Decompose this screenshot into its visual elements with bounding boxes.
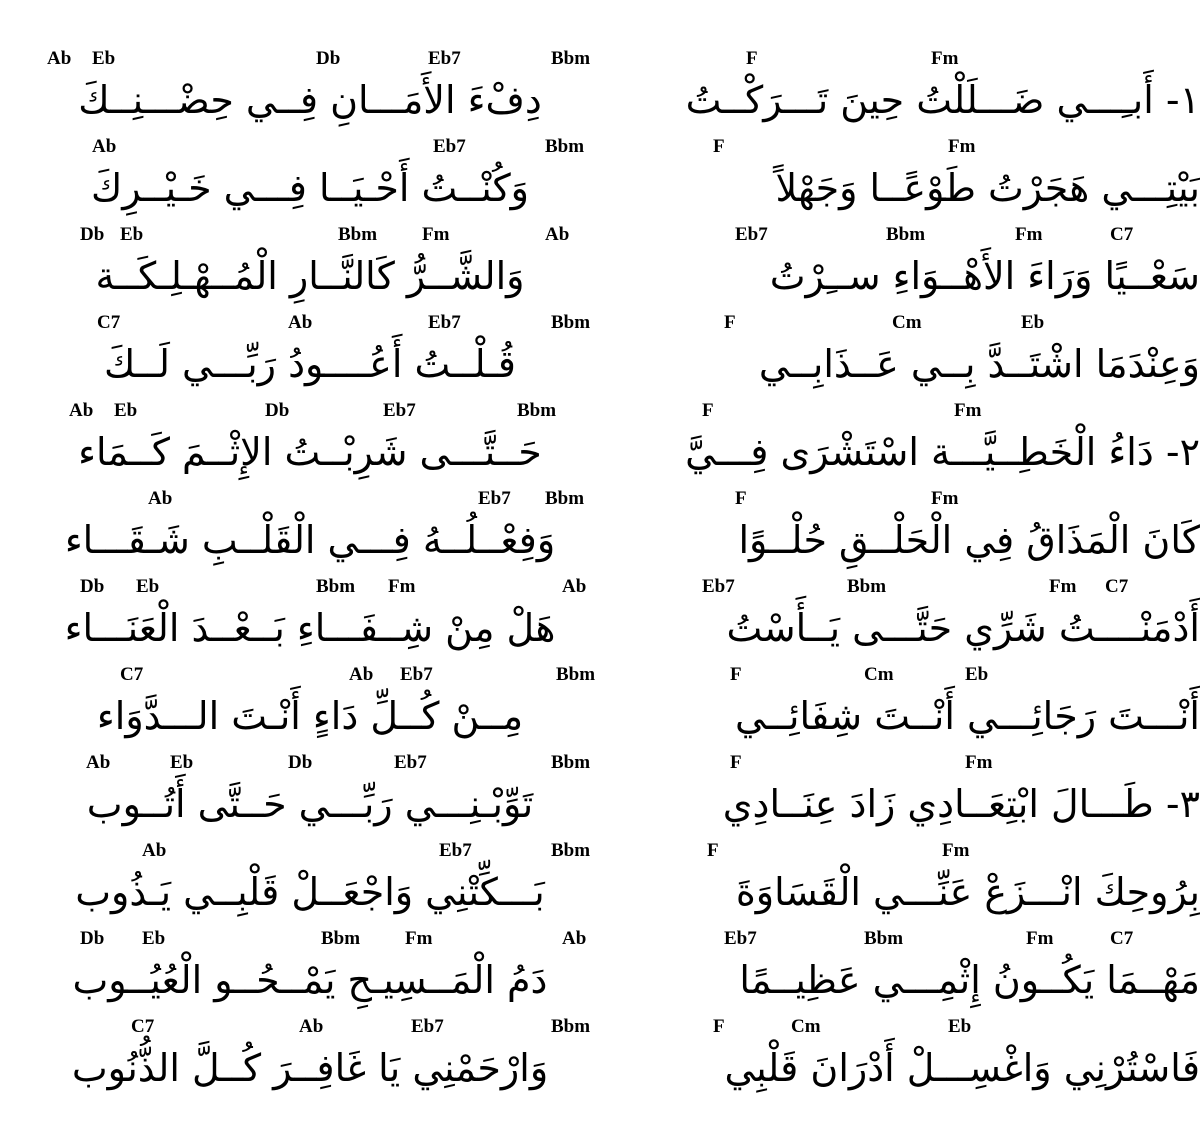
chord-label: Eb7: [394, 752, 427, 773]
lyric-line: [30, 312, 590, 400]
chord-label: Bbm: [864, 928, 904, 949]
chord-label: Eb: [92, 48, 116, 69]
chord-label: Eb: [142, 928, 166, 949]
lyric-line: [640, 224, 1200, 312]
chord-label: Eb: [114, 400, 138, 421]
left-column-verses: [30, 48, 596, 1104]
chord-label: Eb7: [724, 928, 757, 949]
chord-label: Ab: [349, 664, 374, 685]
chord-label: Ab: [562, 928, 587, 949]
lyric-text: دَمُ الْمَــسِيـحِ يَمْــحُــو الْعُيُــوب: [72, 958, 548, 1002]
lyric-line: [30, 1016, 590, 1104]
chord-label: Fm: [1026, 928, 1054, 949]
chord-label: C7: [1105, 576, 1129, 597]
lyric-text: تَوِّبْـنِـــي رَبِّـــي حَــتَّى أَتُــوب: [86, 782, 534, 826]
lyric-text: ٣- طَـــالَ ابْتِعَــادِي زَادَ عِنَــادِي: [722, 782, 1200, 826]
chord-label: Ab: [288, 312, 313, 333]
lyric-text: ٢- دَاءُ الْخَطِــيَّـــة اسْتَشْرَى فِـــيَّ: [685, 430, 1200, 474]
chord-label: Eb7: [400, 664, 433, 685]
lyric-line: [640, 752, 1200, 840]
chord-label: Eb: [965, 664, 989, 685]
lyric-text: فَاسْتُرْنِي وَاغْسِـــلْ أَدْرَانَ قَلْبِي: [724, 1046, 1200, 1090]
chord-label: Fm: [965, 752, 993, 773]
chord-label: Ab: [47, 48, 72, 69]
chord-label: C7: [120, 664, 144, 685]
chord-label: Db: [288, 752, 313, 773]
lyric-line: [640, 488, 1200, 576]
chord-label: Fm: [931, 488, 959, 509]
lyric-line: [640, 576, 1200, 664]
chord-label: F: [746, 48, 758, 69]
lyric-line: [30, 752, 590, 840]
chord-label: Ab: [142, 840, 167, 861]
lyric-text: بَـــكِّتْنِي وَاجْعَــلْ قَلْبِــي يَـذُوب: [75, 870, 545, 914]
chord-label: Eb7: [735, 224, 768, 245]
chord-label: Db: [316, 48, 341, 69]
chord-label: F: [702, 400, 714, 421]
chord-label: Fm: [1015, 224, 1043, 245]
chord-label: C7: [1110, 224, 1134, 245]
lyric-line: [30, 664, 596, 752]
lyric-line: [640, 136, 1200, 224]
lyric-text: ١- أَبـِـــي ضَـــلَلْتُ حِينَ تَـــرَكْــتُ: [685, 78, 1200, 122]
chord-label: Eb: [948, 1016, 972, 1037]
chord-label: Fm: [931, 48, 959, 69]
chord-label: Eb7: [411, 1016, 444, 1037]
chord-label: Fm: [405, 928, 433, 949]
chord-label: Db: [80, 224, 105, 245]
lyric-line: [640, 48, 1200, 136]
chord-label: Eb: [170, 752, 194, 773]
chord-label: F: [713, 136, 725, 157]
chord-label: Bbm: [517, 400, 557, 421]
lyric-text: مِــنْ كُــلِّ دَاءٍ أَنْـتَ الـــدَّوَاء: [96, 694, 524, 738]
lyric-line: [640, 928, 1200, 1016]
lyric-line: [30, 488, 590, 576]
chord-label: Ab: [86, 752, 111, 773]
chord-label: Eb7: [478, 488, 511, 509]
chord-label: Fm: [948, 136, 976, 157]
chord-label: Bbm: [886, 224, 926, 245]
lyric-line: [640, 840, 1200, 928]
chord-label: Fm: [422, 224, 450, 245]
lyric-line: [30, 576, 590, 664]
chord-label: Cm: [791, 1016, 821, 1037]
chord-label: F: [724, 312, 736, 333]
chord-label: F: [713, 1016, 725, 1037]
chord-label: Bbm: [545, 136, 585, 157]
chord-label: F: [735, 488, 747, 509]
lyric-line: [30, 136, 590, 224]
chord-label: Bbm: [316, 576, 356, 597]
chord-label: Bbm: [321, 928, 361, 949]
lyric-text: وَارْحَمْنِي يَا غَافِــرَ كُــلَّ الذُّنُوب: [71, 1046, 549, 1090]
lyric-text: دِفْءَ الأَمَـــانِ فِــي حِضْـــنِــكَ: [78, 78, 542, 122]
chord-label: Eb: [136, 576, 160, 597]
lyric-line: [30, 928, 590, 1016]
chord-label: F: [730, 664, 742, 685]
chord-label: Bbm: [556, 664, 596, 685]
lyric-text: بَيْتِـــي هَجَرْتُ طَوْعًــا وَجَهْلاً: [775, 166, 1200, 210]
chord-label: Fm: [954, 400, 982, 421]
lyric-text: سَعْــيًا وَرَاءَ الأَهْــوَاءِ ســِرْتُ: [769, 254, 1200, 298]
chord-label: Ab: [148, 488, 173, 509]
lyric-line: [30, 48, 590, 136]
lyric-text: وَالشَّــرُّ كَالنَّــارِ الْمُــهْـلِـكَــة: [95, 254, 525, 298]
lyric-text: حَــتَّـــى شَرِبْــتُ الإِثْــمَ كَــمَاء: [78, 430, 542, 474]
lyric-text: وَكُنْــتُ أَحْـيَــا فِـــي خَـيْــرِكَ: [90, 166, 530, 210]
chord-label: Fm: [1049, 576, 1077, 597]
lyric-text: مَهْــمَا يَكُــونُ إِثْمِـــي عَظِيــمًا: [739, 958, 1200, 1002]
chord-label: Bbm: [551, 752, 591, 773]
lyric-text: وَعِنْدَمَا اشْتَــدَّ بِــي عَــذَابِــي: [758, 342, 1200, 386]
lyric-text: هَلْ مِنْ شِــفَـــاءِ بَــعْــدَ الْعَنَـــاء: [64, 606, 556, 650]
lyric-text: أَدْمَنْــــتُ شَرِّي حَتَّـــى يَــأَسْتُ: [726, 606, 1200, 650]
chord-label: Cm: [864, 664, 894, 685]
chord-label: Bbm: [551, 1016, 591, 1037]
chord-label: Eb7: [439, 840, 472, 861]
chord-label: Eb7: [428, 312, 461, 333]
chord-label: Bbm: [551, 840, 591, 861]
chord-label: Eb: [120, 224, 144, 245]
chord-label: Bbm: [847, 576, 887, 597]
lyric-text: أَنْـــتَ رَجَائِـــي أَنْــتَ شِفَائِــي: [734, 694, 1200, 738]
chord-label: Bbm: [338, 224, 378, 245]
lyric-text: بِرُوحِكَ انْـــزَعْ عَنِّـــي الْقَسَاوَةَ: [735, 870, 1200, 914]
chord-label: C7: [131, 1016, 155, 1037]
right-column-verses: [640, 48, 1200, 1104]
lyric-line: [30, 400, 590, 488]
chord-label: Fm: [388, 576, 416, 597]
chord-label: Ab: [562, 576, 587, 597]
chord-label: C7: [1110, 928, 1134, 949]
chord-label: Bbm: [545, 488, 585, 509]
chord-label: Bbm: [551, 48, 591, 69]
lyric-line: [640, 664, 1200, 752]
chord-label: C7: [97, 312, 121, 333]
chord-label: Fm: [942, 840, 970, 861]
chord-label: Eb: [1021, 312, 1045, 333]
chord-label: F: [730, 752, 742, 773]
chord-label: F: [707, 840, 719, 861]
lyric-line: [30, 840, 590, 928]
chord-label: Ab: [69, 400, 94, 421]
chord-label: Bbm: [551, 312, 591, 333]
lyric-text: كَانَ الْمَذَاقُ فِي الْحَلْــقِ حُلْــوًا: [738, 518, 1200, 562]
chord-label: Ab: [92, 136, 117, 157]
chord-label: Db: [80, 576, 105, 597]
chord-label: Db: [80, 928, 105, 949]
chord-label: Eb7: [702, 576, 735, 597]
chord-label: Db: [265, 400, 290, 421]
chord-label: Eb7: [383, 400, 416, 421]
lyric-line: [30, 224, 590, 312]
chord-label: Ab: [545, 224, 570, 245]
lyric-text: قُـلْــتُ أَعُــــودُ رَبِّـــي لَــكَ: [104, 342, 516, 386]
lyric-line: [640, 1016, 1200, 1104]
chord-label: Ab: [299, 1016, 324, 1037]
lyric-line: [640, 400, 1200, 488]
chord-label: Eb7: [433, 136, 466, 157]
chord-label: Eb7: [428, 48, 461, 69]
lyric-text: وَفِعْــلُــهُ فِـــي الْقَلْــبِ شَـقَـــاء: [64, 518, 556, 562]
lyric-line: [640, 312, 1200, 400]
chord-label: Cm: [892, 312, 922, 333]
